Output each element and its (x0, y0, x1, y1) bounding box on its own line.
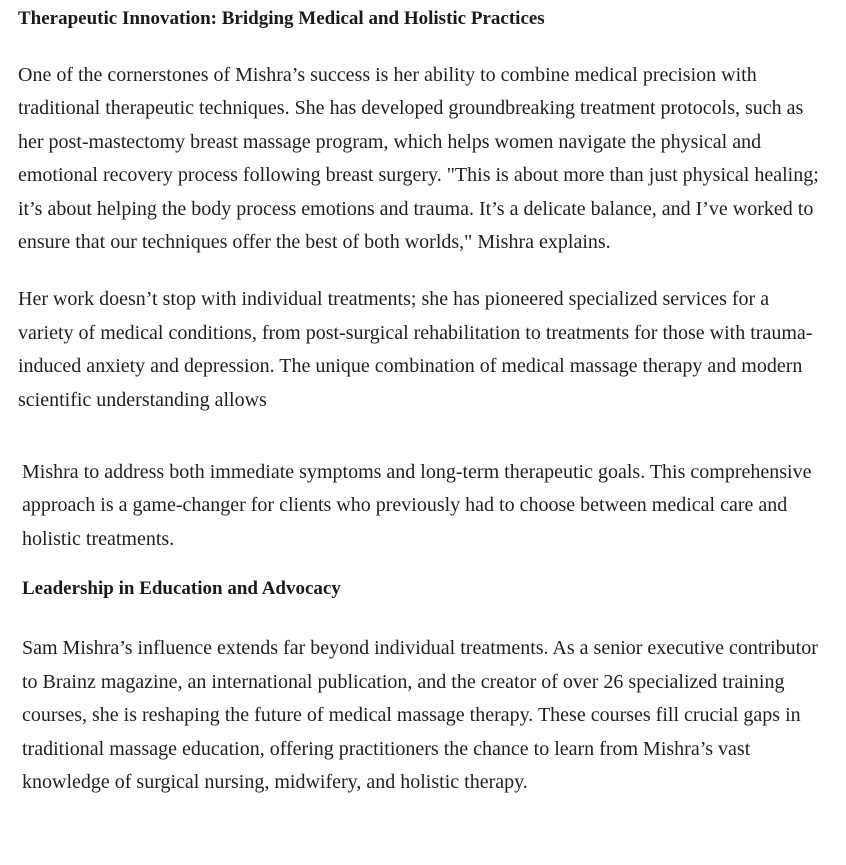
paragraph-cornerstones: One of the cornerstones of Mishra’s success is her ability to combine medical precision with traditional therapeutic techniques. She has developed groundbreaking treatment protocols, such as her post-mastectomy breast massage program, which helps women navigate the physical and emotional recovery process following breast surgery. "This is about more than just physical healing; it’s about helping the body process emotions and trauma. It’s a delicate balance, and I’ve worked to ensure that our techniques offer the best of both worlds," Mishra explains. (18, 64, 819, 254)
section-heading-therapeutic-innovation: Therapeutic Innovation: Bridging Medical and Holistic Practices (18, 8, 545, 29)
paragraph-pioneered-services: Her work doesn’t stop with individual treatments; she has pioneered specialized services for a variety of medical conditions, from post-surgical rehabilitation to treatments for those with trauma-induced anxiety and depression. The unique combination of medical massage therapy and modern scientific understanding allows (18, 288, 813, 411)
paragraph-comprehensive-approach: Mishra to address both immediate symptoms and long-term therapeutic goals. This comprehensive approach is a game-changer for clients who previously had to choose between medical care and holistic treatments. (22, 461, 812, 550)
section-heading-leadership: Leadership in Education and Advocacy (22, 578, 341, 600)
article-page (0, 7, 846, 865)
section-leadership (18, 456, 828, 799)
article-content (0, 7, 846, 799)
section-therapeutic-innovation (18, 7, 828, 417)
paragraph-influence: Sam Mishra’s influence extends far beyond individual treatments. As a senior executive contributor to Brainz magazine, an international publication, and the creator of over 26 specialized training courses, she is reshaping the future of medical massage therapy. These courses fill crucial gaps in traditional massage education, offering practitioners the chance to learn from Mishra’s vast knowledge of surgical nursing, midwifery, and holistic therapy. (22, 637, 818, 793)
